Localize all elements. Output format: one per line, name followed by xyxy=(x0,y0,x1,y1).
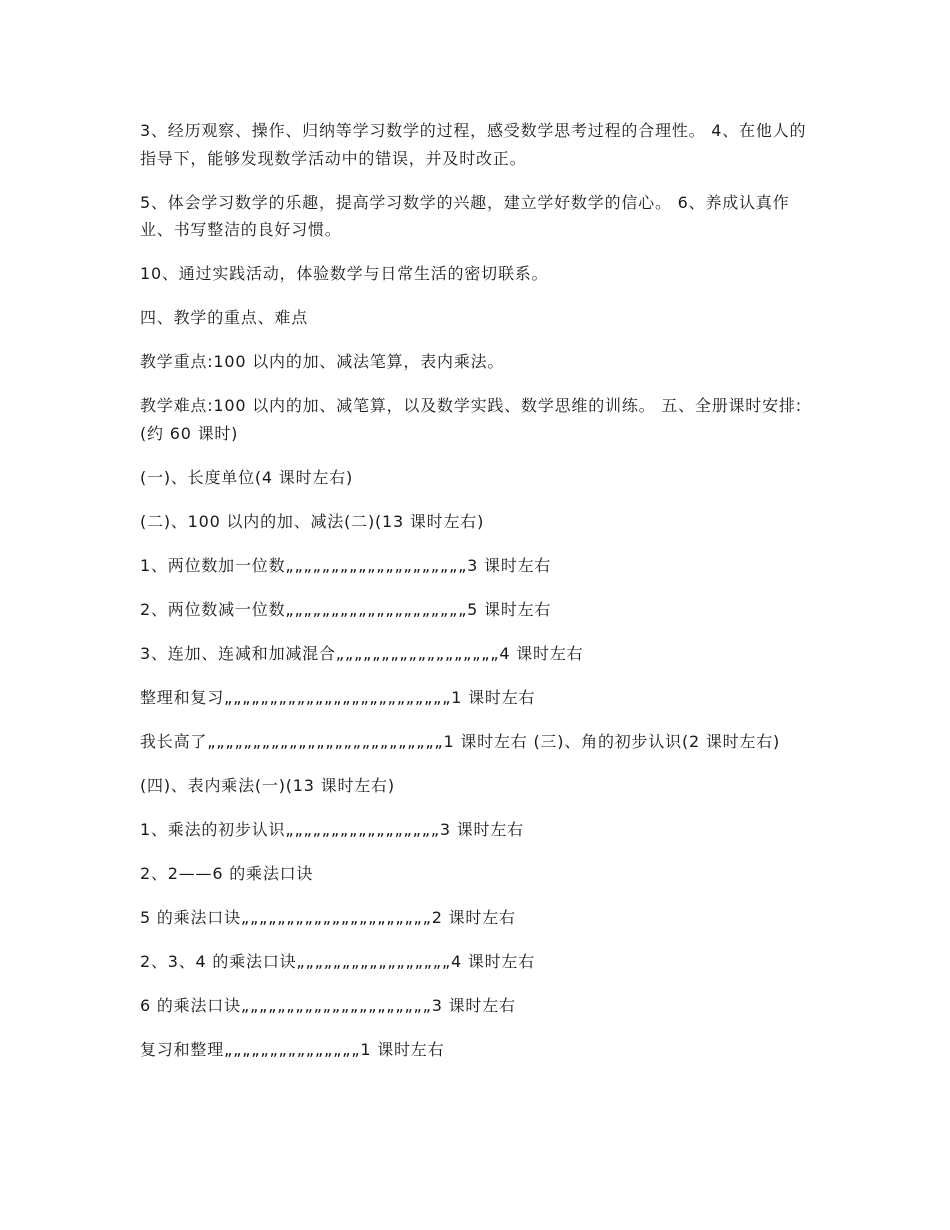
lesson-item: 2、2——6 的乘法口诀 xyxy=(140,863,314,883)
lesson-item: 5 的乘法口诀„„„„„„„„„„„„„„„„„„„„„2 课时左右 xyxy=(140,907,516,927)
unit-heading-addition-subtraction: (二)、100 以内的加、减法(二)(13 课时左右) xyxy=(140,511,485,531)
lesson-item: 复习和整理„„„„„„„„„„„„„„„1 课时左右 xyxy=(140,1039,445,1059)
unit-heading-multiplication: (四)、表内乘法(一)(13 课时左右) xyxy=(140,775,395,795)
lesson-item: 我长高了„„„„„„„„„„„„„„„„„„„„„„„„„„1 课时左右 (三)、角的初步认识(2 课时左右) xyxy=(140,731,781,751)
lesson-item: 2、3、4 的乘法口诀„„„„„„„„„„„„„„„„„4 课时左右 xyxy=(140,951,536,971)
section-heading-key-points: 四、教学的重点、难点 xyxy=(140,308,309,327)
paragraph-teaching-difficulty: 教学难点:100 以内的加、减笔算，以及数学实践、数学思维的训练。 五、全册课时安排:(约 60 课时) xyxy=(140,396,802,443)
lesson-item: 3、连加、连减和加减混合„„„„„„„„„„„„„„„„„„4 课时左右 xyxy=(140,643,584,663)
unit-heading-length: (一)、长度单位(4 课时左右) xyxy=(140,467,354,487)
lesson-item: 整理和复习„„„„„„„„„„„„„„„„„„„„„„„„„1 课时左右 xyxy=(140,687,536,707)
document-page xyxy=(140,117,812,1080)
lesson-item: 6 的乘法口诀„„„„„„„„„„„„„„„„„„„„„3 课时左右 xyxy=(140,995,516,1015)
lesson-item: 1、乘法的初步认识„„„„„„„„„„„„„„„„„3 课时左右 xyxy=(140,819,524,839)
paragraph-teaching-focus: 教学重点:100 以内的加、减法笔算，表内乘法。 xyxy=(140,352,505,371)
paragraph-goal-3-4: 3、经历观察、操作、归纳等学习数学的过程，感受数学思考过程的合理性。 4、在他人的指导下，能够发现数学活动中的错误，并及时改正。 xyxy=(140,121,807,168)
paragraph-goal-5-6: 5、体会学习数学的乐趣，提高学习数学的兴趣，建立学好数学的信心。 6、养成认真作业、书写整洁的良好习惯。 xyxy=(140,192,790,239)
lesson-item: 2、两位数减一位数„„„„„„„„„„„„„„„„„„„„5 课时左右 xyxy=(140,599,552,619)
paragraph-goal-10: 10、通过实践活动，体验数学与日常生活的密切联系。 xyxy=(140,264,549,283)
lesson-item: 1、两位数加一位数„„„„„„„„„„„„„„„„„„„„3 课时左右 xyxy=(140,555,552,575)
